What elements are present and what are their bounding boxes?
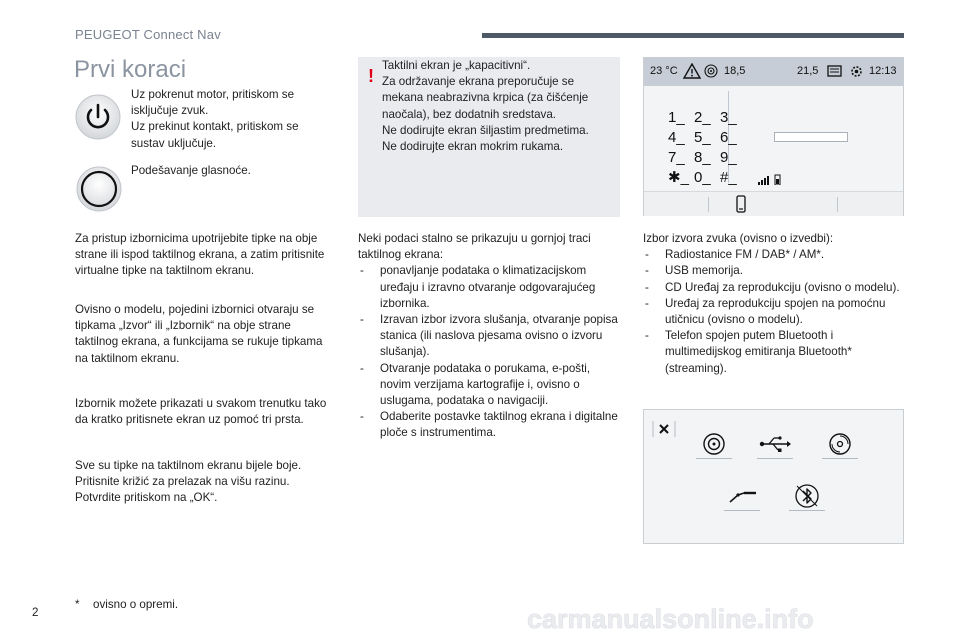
- right-column: [643, 231, 908, 377]
- volume-knob-icon: [76, 166, 122, 212]
- sound-source-list: [643, 247, 908, 377]
- page-title: Prvi koraci: [74, 56, 187, 83]
- phone-handset-icon: [733, 195, 749, 218]
- keypad-key: 0_: [694, 169, 711, 186]
- keypad-row: [668, 108, 746, 128]
- keypad-row: [668, 148, 746, 168]
- status-bar: [644, 58, 903, 86]
- sound-source-intro: Izbor izvora zvuka (ovisno o izvedbi):: [643, 232, 834, 245]
- close-icon: [650, 419, 686, 449]
- messages-icon: [827, 64, 843, 81]
- signal-strength-icon: [758, 172, 784, 190]
- number-input-field: [774, 132, 848, 142]
- touchscreen-keypad-illustration: [643, 57, 904, 216]
- warning-icon: !: [368, 66, 374, 86]
- header-title: PEUGEOT Connect Nav: [75, 27, 221, 42]
- list-item: - CD Uređaj za reprodukciju (ovisno o modelu).: [643, 280, 908, 296]
- header-bar: [482, 33, 904, 38]
- list-item: - Uređaj za reprodukciju spojen na pomoćnu utičnicu (ovisno o modelu).: [643, 296, 908, 328]
- bottom-toolbar: [644, 191, 903, 216]
- bluetooth-icon: [789, 482, 825, 512]
- temperature-left: 23 °C: [650, 65, 678, 77]
- clock-time: 12:13: [869, 65, 897, 77]
- keypad-key: 7_: [668, 149, 685, 166]
- keypad-key: ✱_: [668, 169, 689, 186]
- temperature-mid: 18,5: [724, 65, 746, 77]
- touchscreen-source-illustration: [643, 409, 904, 544]
- list-item: - Odaberite postavke taktilnog ekrana i digitalne ploče s instrumentima.: [358, 409, 623, 441]
- keypad-key: 1_: [668, 109, 685, 126]
- aux-cable-icon: [724, 482, 760, 512]
- page-number: 2: [32, 606, 39, 619]
- keypad-key: 2_: [694, 109, 711, 126]
- keypad-key: #_: [720, 169, 737, 186]
- list-item: - Otvaranje podataka o porukama, e-pošti, novim verzijama kartografije i, ovisno o uslugama, podataka o navigaciji.: [358, 361, 623, 410]
- list-item: - Telefon spojen putem Bluetooth i multimedijskog emitiranja Bluetooth* (streaming).: [643, 328, 908, 377]
- footnote-star: *: [75, 598, 80, 611]
- usb-icon: [757, 430, 793, 460]
- source-underline: [724, 510, 760, 511]
- keypad-row: [668, 168, 746, 188]
- phone-keypad: [668, 108, 746, 188]
- toolbar-divider: [708, 197, 709, 212]
- top-bar-list: [358, 263, 623, 441]
- middle-column: [358, 231, 623, 442]
- keypad-key: 5_: [694, 129, 711, 146]
- list-item: - USB memorija.: [643, 263, 908, 279]
- power-icon: [75, 94, 121, 140]
- paragraph-three-finger: Izbornik možete prikazati u svakom trenutku tako da kratko pritisnete ekran uz pomoć tri prsta.: [75, 397, 327, 427]
- source-underline: [696, 458, 732, 459]
- power-description: Uz pokrenut motor, pritiskom se isključuje zvuk. Uz prekinut kontakt, pritiskom se sustav uključuje.: [131, 88, 299, 150]
- volume-description: Podešavanje glasnoće.: [131, 164, 251, 177]
- paragraph-white-keys: Sve su tipke na taktilnom ekranu bijele boje. Pritisnite križić za prelazak na višu razinu. Potvrdite pritiskom na „OK“.: [75, 459, 302, 505]
- temperature-right: 21,5: [797, 65, 819, 77]
- source-underline: [822, 458, 858, 459]
- list-item: - ponavljanje podataka o klimatizacijskom uređaju i izravno otvaranje odgovarajućeg izbornika.: [358, 263, 623, 312]
- list-item: - Izravan izbor izvora slušanja, otvaranje popisa stanica (ili naslova pjesama ovisno o izvoru slušanja).: [358, 312, 623, 361]
- warning-text: Taktilni ekran je „kapacitivni“. Za održavanje ekrana preporučuje se mekana neabrazivna krpica (za čišćenje naočala), bez dodatnih sredstava. Ne dodirujte ekran šiljastim predmetima. Ne dodirujte ekran mokrim rukama.: [382, 59, 589, 154]
- keypad-key: 9_: [720, 149, 737, 166]
- source-underline: [789, 510, 825, 511]
- top-bar-intro: Neki podaci stalno se prikazuju u gornjoj traci taktilnog ekrana:: [358, 232, 591, 262]
- source-underline: [757, 458, 793, 459]
- keypad-key: 8_: [694, 149, 711, 166]
- footnote-text: ovisno o opremi.: [93, 598, 179, 611]
- keypad-key: 4_: [668, 129, 685, 146]
- toolbar-divider: [837, 197, 838, 212]
- watermark-text: carmanualsonline.info: [527, 604, 814, 634]
- radio-signal-icon: [704, 64, 718, 81]
- watermark-logo: [527, 604, 947, 634]
- paragraph-source-menu: Ovisno o modelu, pojedini izbornici otvaraju se tipkama „Izvor“ ili „Izbornik“ na obje strane taktilnog ekrana, a funkcijama se rukuje tipkama na taktilnom ekranu.: [75, 303, 323, 365]
- keypad-key: 6_: [720, 129, 737, 146]
- settings-gear-icon: [849, 64, 864, 82]
- list-item: - Radiostanice FM / DAB* / AM*.: [643, 247, 908, 263]
- radio-icon: [696, 430, 732, 460]
- warning-triangle-icon: [683, 63, 701, 82]
- keypad-key: 3_: [720, 109, 737, 126]
- cd-icon: [822, 430, 858, 460]
- keypad-row: [668, 128, 746, 148]
- paragraph-menus: Za pristup izbornicima upotrijebite tipke na obje strane ili ispod taktilnog ekrana, a zatim pritisnite virtualne tipke na taktilnom ekranu.: [75, 232, 325, 278]
